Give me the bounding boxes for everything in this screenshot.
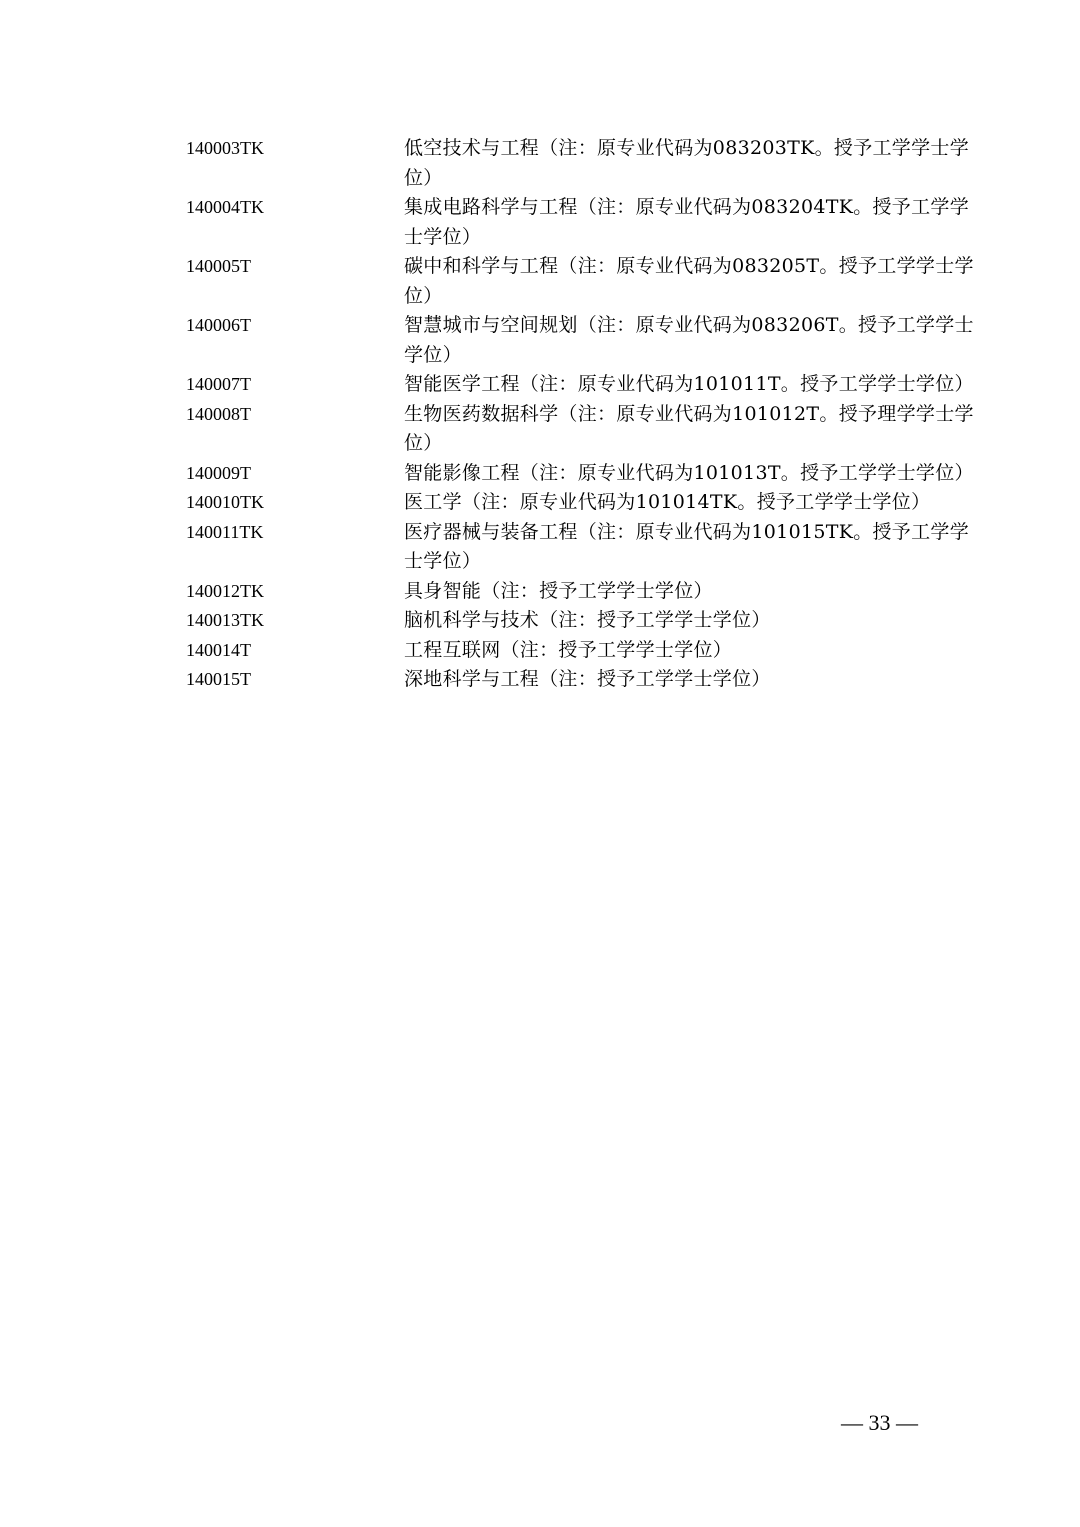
major-name: 深地科学与工程（注：授予工学学士学位） [404, 668, 771, 690]
major-row [186, 636, 976, 666]
major-name: 脑机科学与技术（注：授予工学学士学位） [404, 609, 771, 631]
major-code: 140009T [186, 462, 251, 483]
major-row [186, 252, 976, 311]
major-code: 140014T [186, 639, 251, 660]
major-code: 140004TK [186, 197, 264, 217]
major-row [186, 400, 976, 459]
major-name: 具身智能（注：授予工学学士学位） [404, 579, 713, 602]
major-row [186, 518, 976, 577]
major-name: 工程互联网（注：授予工学学士学位） [404, 638, 733, 661]
major-name: 智慧城市与空间规划（注：原专业代码为083206T。授予工学学士学位） [404, 314, 974, 366]
major-name: 医疗器械与装备工程（注：原专业代码为101015TK。授予工学学士学位） [404, 520, 969, 572]
major-name: 集成电路科学与工程（注：原专业代码为083204TK。授予工学学士学位） [404, 196, 969, 248]
major-code: 140006T [186, 315, 251, 335]
major-list [186, 134, 976, 695]
major-name: 智能影像工程（注：原专业代码为101013T。授予工学学士学位） [404, 461, 974, 484]
major-code: 140005T [186, 256, 251, 276]
major-code: 140010TK [186, 492, 264, 512]
major-row [186, 606, 976, 636]
major-name: 智能医学工程（注：原专业代码为101011T。授予工学学士学位） [404, 373, 974, 395]
major-name: 碳中和科学与工程（注：原专业代码为083205T。授予工学学士学位） [404, 255, 974, 307]
major-row [186, 459, 976, 489]
major-code: 140013TK [186, 610, 264, 630]
major-code: 140007T [186, 374, 251, 394]
major-row [186, 577, 976, 607]
major-row [186, 193, 976, 252]
major-row [186, 134, 976, 193]
major-row [186, 488, 976, 518]
major-name: 医工学（注：原专业代码为101014TK。授予工学学士学位） [404, 491, 931, 513]
major-code: 140003TK [186, 138, 264, 158]
page-number: — 33 — [841, 1410, 918, 1435]
major-code: 140012TK [186, 580, 264, 601]
major-name: 生物医药数据科学（注：原专业代码为101012T。授予理学学士学位） [404, 402, 974, 454]
major-row [186, 311, 976, 370]
major-code: 140015T [186, 669, 251, 689]
major-code: 140011TK [186, 521, 264, 542]
major-row [186, 665, 976, 695]
major-code: 140008T [186, 403, 251, 424]
major-row [186, 370, 976, 400]
major-name: 低空技术与工程（注：原专业代码为083203TK。授予工学学士学位） [404, 137, 969, 189]
